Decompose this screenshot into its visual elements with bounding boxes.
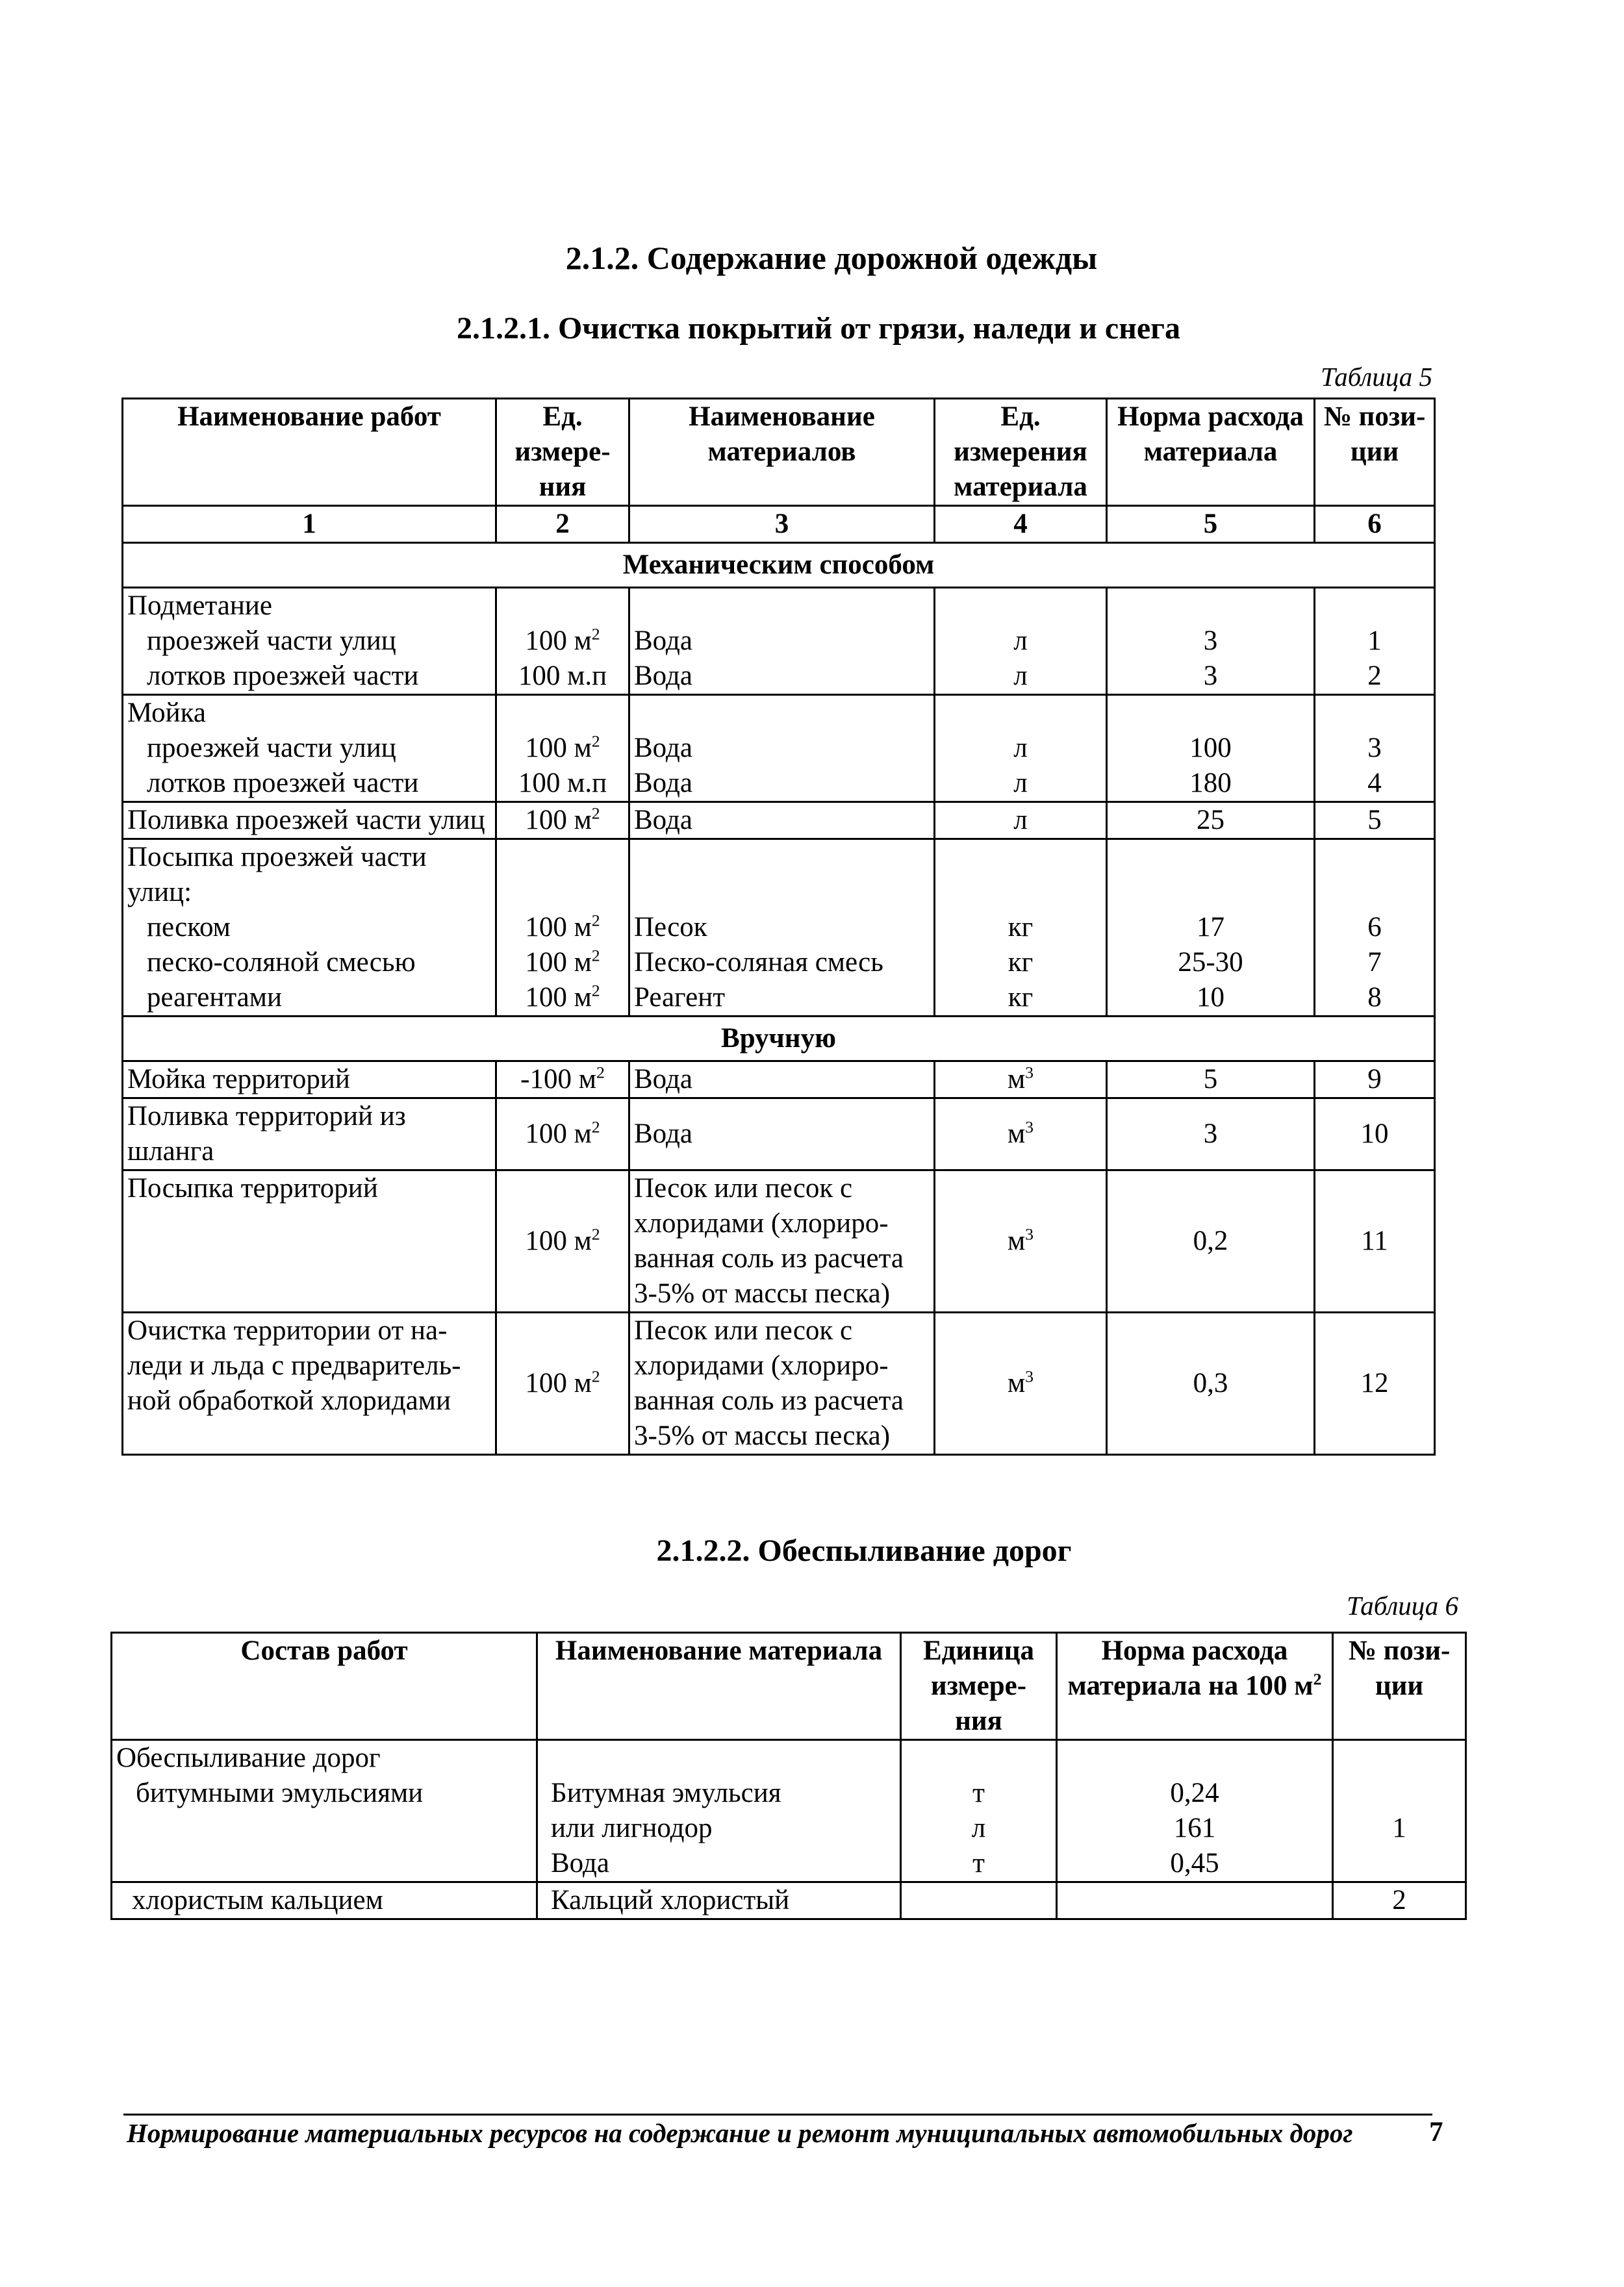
column-number: 2 [496,506,629,543]
unit-value: 100 м [525,912,592,942]
header-work-name: Наименование работ [123,399,496,506]
material-name: Вода [551,1848,609,1878]
material-unit-cell [935,839,1107,1017]
norm-value: 100 [1189,733,1232,763]
norm-value [1057,1882,1333,1919]
work-name: Поливка проезжей части улиц [123,802,496,839]
section-heading: 2.1.2. Содержание дорожной одежды [565,240,1098,276]
table-row [123,802,1435,839]
header-position: № пози- ции [1333,1633,1466,1740]
table-5 [121,398,1436,1456]
norm-value: 0,24 [1170,1778,1219,1808]
work-name: песко-соляной смесью [147,947,416,978]
work-name: лотков проезжей части [147,661,419,691]
material-name: Песок или песок с хлоридами (хлориро- ванная соль из расчета 3-5% от массы песка) [629,1170,935,1313]
unit-value: 100 м [525,805,592,835]
unit-cell [496,1170,629,1313]
norm-value: 161 [1173,1813,1216,1843]
material-unit: м [1007,1064,1026,1094]
work-cell [123,588,496,695]
table6-label: Таблица 6 [1346,1591,1458,1621]
material-unit-cell [935,695,1107,802]
column-number: 5 [1107,506,1315,543]
unit-value: 100 м [525,982,592,1013]
material-unit-cell [935,1098,1107,1170]
unit-cell [496,1313,629,1455]
position-value: 1 [1367,625,1382,656]
table-row [112,1882,1466,1919]
column-number: 3 [629,506,935,543]
norm-value: 0,2 [1107,1170,1315,1313]
header-norm-text: Норма расхода материала на 100 м [1067,1636,1313,1701]
unit-value: л [971,1813,986,1843]
section-title: Вручную [123,1017,1435,1061]
work-name: Поливка территорий из шланга [123,1098,496,1170]
table5-column-numbers [123,506,1435,543]
unit-value: 100 м [525,1368,592,1398]
material-name: Вода [634,661,692,691]
position-value: 1 [1392,1813,1406,1843]
table-row [123,1170,1435,1313]
position-value: 12 [1315,1313,1435,1455]
norm-value: 25 [1107,802,1315,839]
material-name: Песок или песок с хлоридами (хлориро- ванная соль из расчета 3-5% от массы песка) [629,1313,935,1455]
unit-sup: 2 [591,624,600,644]
material-cell [629,588,935,695]
material-unit-sup: 3 [1025,1367,1034,1386]
work-name: Посыпка территорий [123,1170,496,1313]
norm-cell [1107,588,1315,695]
position-value: 5 [1315,802,1435,839]
material-name: Песок [634,912,707,942]
material-unit-cell [935,1061,1107,1098]
unit-cell [496,1098,629,1170]
header-materials: Наименование материалов [629,399,935,506]
material-name: Кальций хлористый [537,1882,901,1919]
footer-title: Нормирование материальных ресурсов на содержание и ремонт муниципальных автомобильных дорог [127,2118,1353,2148]
column-number: 1 [123,506,496,543]
unit-cell [496,1061,629,1098]
header-unit: Ед. измере- ния [496,399,629,506]
table6-header-row [112,1633,1466,1740]
norm-cell [1057,1740,1333,1882]
norm-value: 180 [1189,768,1232,798]
material-unit: л [1013,661,1028,691]
material-unit-cell [935,588,1107,695]
subsection-heading-dust: 2.1.2.2. Обеспыливание дорог [656,1534,1072,1568]
column-number: 6 [1315,506,1435,543]
norm-value: 25-30 [1178,947,1243,978]
material-name: Вода [634,768,692,798]
table-row [123,839,1435,1017]
header-unit: Единица измере- ния [901,1633,1057,1740]
work-name: битумными эмульсиями [136,1778,424,1808]
material-name: Песко-соляная смесь [634,947,883,978]
norm-value: 10 [1197,982,1224,1013]
position-value: 8 [1367,982,1382,1013]
work-name: реагентами [147,982,282,1013]
material-unit-cell [935,1170,1107,1313]
group-title: Посыпка проезжей части улиц: [127,842,427,907]
position-cell [1315,588,1435,695]
norm-value: 5 [1107,1061,1315,1098]
material-unit-sup: 3 [1025,1117,1034,1137]
norm-value: 3 [1107,1098,1315,1170]
unit-value [901,1882,1057,1919]
position-value: 2 [1333,1882,1466,1919]
material-name: Вода [629,1061,935,1098]
material-unit: л [1013,733,1028,763]
material-name: Вода [629,1098,935,1170]
section-row-mechanical [123,543,1435,588]
unit-sup: 2 [591,1224,600,1244]
position-value: 3 [1367,733,1382,763]
unit-value: 100 м [525,947,592,978]
table-row [123,1098,1435,1170]
table5-label: Таблица 5 [1320,362,1432,392]
section-row-manual [123,1017,1435,1061]
table-row [123,1061,1435,1098]
unit-sup: 2 [591,911,600,930]
work-cell [112,1740,537,1882]
material-name: Реагент [634,982,726,1013]
unit-value: 100 м.п [518,661,607,691]
work-name: Очистка территории от на- леди и льда с предваритель- ной обработкой хлоридами [123,1313,496,1455]
material-cell [629,839,935,1017]
material-unit: л [1013,768,1028,798]
norm-value: 17 [1197,912,1224,942]
material-unit: кг [1008,982,1034,1013]
unit-value: 100 м [525,1118,592,1149]
header-work-composition: Состав работ [112,1633,537,1740]
material-unit-sup: 3 [1025,1063,1034,1082]
work-name: Мойка территорий [123,1061,496,1098]
material-name: Вода [629,802,935,839]
position-cell [1315,695,1435,802]
unit-sup: 2 [591,1367,600,1386]
table-row [112,1740,1466,1882]
unit-value: 100 м [525,733,592,763]
norm-cell [1107,695,1315,802]
unit-cell [496,802,629,839]
work-cell [123,839,496,1017]
material-name: Битумная эмульсия [551,1778,781,1808]
work-name: проезжей части улиц [147,733,396,763]
unit-value: т [972,1848,985,1878]
header-norm-sup: 2 [1313,1669,1322,1689]
material-unit-cell [935,1313,1107,1455]
work-cell [123,695,496,802]
position-value: 7 [1367,947,1382,978]
table-row [123,1313,1435,1455]
material-cell [629,695,935,802]
unit-cell [496,839,629,1017]
material-unit: м [1007,1118,1026,1149]
unit-cell [901,1740,1057,1882]
table-6 [110,1632,1467,1920]
material-unit: м [1007,1226,1026,1256]
unit-sup: 2 [591,946,600,965]
unit-value: 100 м [525,1226,592,1256]
norm-value: 3 [1203,625,1218,656]
unit-sup: 2 [596,1063,605,1082]
group-title: Обеспыливание дорог [116,1743,381,1773]
material-name: Вода [634,733,692,763]
unit-cell [496,695,629,802]
material-unit: м [1007,1368,1026,1398]
header-material-unit: Ед. измерения материала [935,399,1107,506]
work-name: лотков проезжей части [147,768,419,798]
position-value: 9 [1315,1061,1435,1098]
group-title: Мойка [127,698,207,728]
unit-sup: 2 [591,731,600,751]
footer-divider [123,2114,1432,2116]
unit-value: -100 м [520,1064,596,1094]
unit-sup: 2 [591,803,600,823]
unit-value: 100 м [525,625,592,656]
position-value: 2 [1367,661,1382,691]
work-name: проезжей части улиц [147,625,396,656]
norm-value: 0,3 [1107,1313,1315,1455]
work-name: хлористым кальцием [112,1882,537,1919]
table-row [123,588,1435,695]
position-value: 10 [1315,1098,1435,1170]
page-number: 7 [1429,2117,1443,2147]
group-title: Подметание [127,590,272,621]
position-value: 11 [1315,1170,1435,1313]
norm-value: 0,45 [1170,1848,1219,1878]
position-value: 6 [1367,912,1382,942]
column-number: 4 [935,506,1107,543]
section-title: Механическим способом [123,543,1435,588]
material-name: или лигнодор [551,1813,713,1843]
header-norm [1057,1633,1333,1740]
unit-cell [496,588,629,695]
position-cell [1333,1740,1466,1882]
table-row [123,695,1435,802]
norm-cell [1107,839,1315,1017]
table5-header-row [123,399,1435,506]
unit-sup: 2 [591,1117,600,1137]
position-value: 4 [1367,768,1382,798]
unit-sup: 2 [591,981,600,1000]
subsection-heading-cleaning: 2.1.2.1. Очистка покрытий от грязи, наледи и снега [457,311,1180,346]
work-name: песком [147,912,231,942]
norm-value: 3 [1203,661,1218,691]
material-unit: кг [1008,947,1034,978]
material-cell [537,1740,901,1882]
position-cell [1315,839,1435,1017]
material-unit-sup: 3 [1025,1224,1034,1244]
material-name: Вода [634,625,692,656]
material-unit: л [1013,625,1028,656]
unit-value: т [972,1778,985,1808]
material-unit: кг [1008,912,1034,942]
header-material-name: Наименование материала [537,1633,901,1740]
unit-value: 100 м.п [518,768,607,798]
header-position: № пози- ции [1315,399,1435,506]
header-norm: Норма расхода материала [1107,399,1315,506]
material-unit: л [935,802,1107,839]
